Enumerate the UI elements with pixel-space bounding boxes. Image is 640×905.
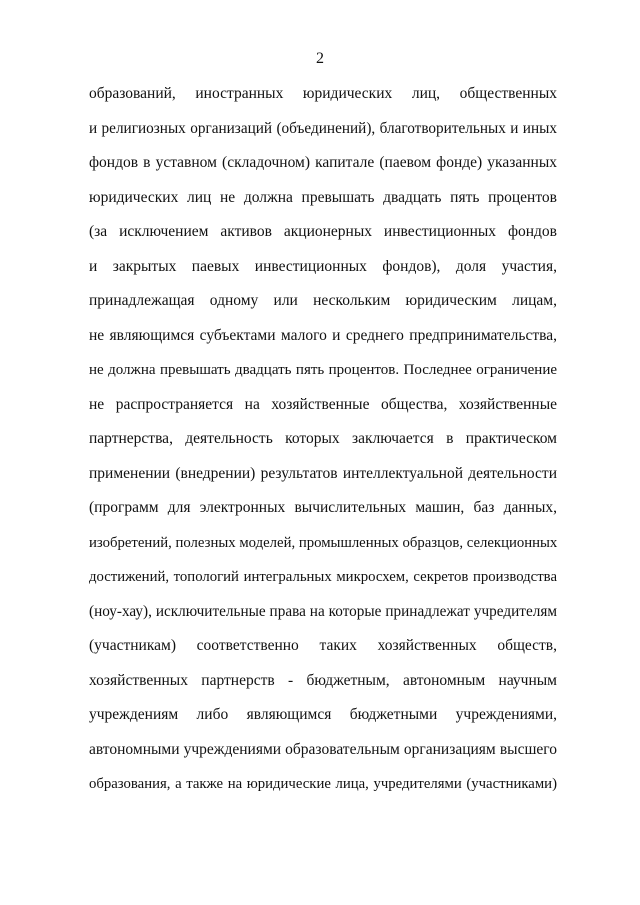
text-line: (программ для электронных вычислительных машин, баз данных, xyxy=(89,499,557,516)
text-line: и религиозных организаций (объединений), благотворительных и иных xyxy=(89,119,557,137)
page-number: 2 xyxy=(316,50,324,67)
text-line: учреждениям либо являющимся бюджетными учреждениями, xyxy=(89,706,557,723)
text-line: достижений, топологий интегральных микросхем, секретов производства xyxy=(89,569,557,585)
text-line: автономными учреждениями образовательным организациям высшего xyxy=(89,740,557,758)
text-line: (за исключением активов акционерных инвестиционных фондов xyxy=(89,223,557,240)
text-line: принадлежащая одному или нескольким юридическим лицам, xyxy=(89,292,557,309)
text-line: не являющимся субъектами малого и среднего предпринимательства, xyxy=(89,326,557,344)
text-line: (ноу-хау), исключительные права на которые принадлежат учредителям xyxy=(89,602,557,620)
text-line: образований, иностранных юридических лиц, общественных xyxy=(89,85,557,102)
text-line: и закрытых паевых инвестиционных фондов), доля участия, xyxy=(89,257,557,275)
text-line: хозяйственных партнерств - бюджетным, автономным научным xyxy=(89,671,557,689)
text-line: применении (внедрении) результатов интеллектуальной деятельности xyxy=(89,464,557,482)
text-line: юридических лиц не должна превышать двадцать пять процентов xyxy=(89,188,557,206)
text-line: не распространяется на хозяйственные общества, хозяйственные xyxy=(89,395,557,413)
text-line: фондов в уставном (складочном) капитале (паевом фонде) указанных xyxy=(89,154,557,171)
text-line: не должна превышать двадцать пять процентов. Последнее ограничение xyxy=(89,362,557,378)
text-line: партнерства, деятельность которых заключается в практическом xyxy=(89,430,557,447)
text-line: изобретений, полезных моделей, промышленных образцов, селекционных xyxy=(89,534,558,551)
text-line: (участникам) соответственно таких хозяйственных обществ, xyxy=(89,637,557,654)
document-body xyxy=(89,84,557,809)
text-line: образования, а также на юридические лица, учредителями (участниками) xyxy=(89,776,557,792)
